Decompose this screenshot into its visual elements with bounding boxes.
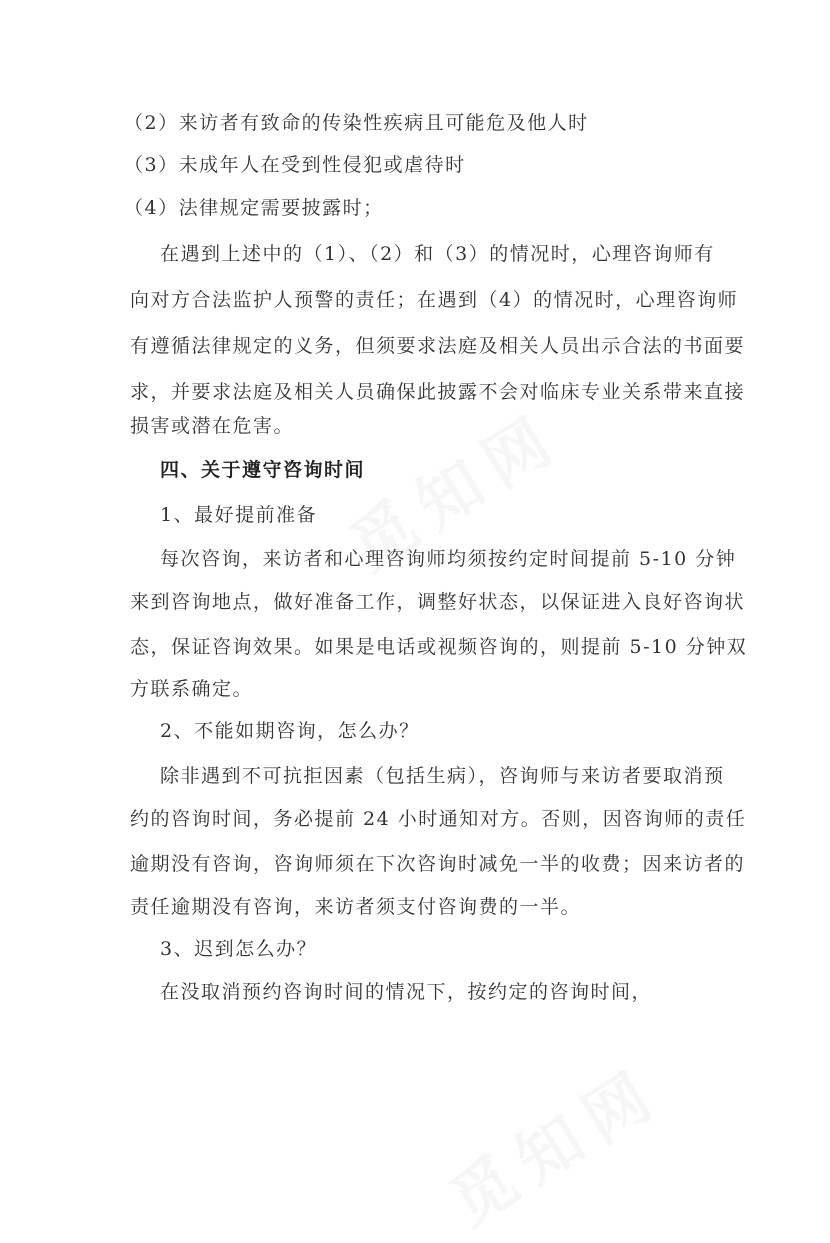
paragraph-line: 来到咨询地点，做好准备工作，调整好状态，以保证进入良好咨询状 [130,591,746,613]
list-item-3: （3）未成年人在受到性侵犯或虐待时 [124,154,466,176]
paragraph-line: 向对方合法监护人预警的责任；在遇到（4）的情况时，心理咨询师 [130,289,739,311]
section-heading: 四、关于遵守咨询时间 [160,459,366,481]
paragraph-line: 约的咨询时间，务必提前 24 小时通知对方。否则，因咨询师的责任 [130,808,747,830]
paragraph-line: 损害或潜在危害。 [130,415,295,437]
watermark [430,1041,677,1243]
paragraph-line: 在没取消预约咨询时间的情况下，按约定的咨询时间， [160,981,653,1003]
list-item-2: （2）来访者有致命的传染性疾病且可能危及他人时 [124,112,589,134]
paragraph-line: 每次咨询，来访者和心理咨询师均须按约定时间提前 5-10 分钟 [160,548,737,570]
subsection-heading: 1、最好提前准备 [160,504,318,526]
paragraph-line: 逾期没有咨询，咨询师须在下次咨询时减免一半的收费；因来访者的 [130,853,746,875]
paragraph-line: 有遵循法律规定的义务，但须要求法庭及相关人员出示合法的书面要 [130,335,746,357]
list-item-4: （4）法律规定需要披露时； [124,197,384,219]
paragraph-line: 态，保证咨询效果。如果是电话或视频咨询的，则提前 5-10 分钟双 [130,636,748,658]
paragraph-line: 求，并要求法庭及相关人员确保此披露不会对临床专业关系带来直接 [130,381,746,403]
paragraph-line: 方联系确定。 [130,678,254,700]
paragraph-line: 责任逾期没有咨询，来访者须支付咨询费的一半。 [130,896,582,918]
paragraph-line: 除非遇到不可抗拒因素（包括生病），咨询师与来访者要取消预 [160,765,725,787]
subsection-heading: 2、不能如期咨询，怎么办？ [160,720,420,742]
paragraph-line: 在遇到上述中的（1）、（2）和（3）的情况时，心理咨询师有 [160,243,715,265]
subsection-heading: 3、迟到怎么办？ [160,938,318,960]
